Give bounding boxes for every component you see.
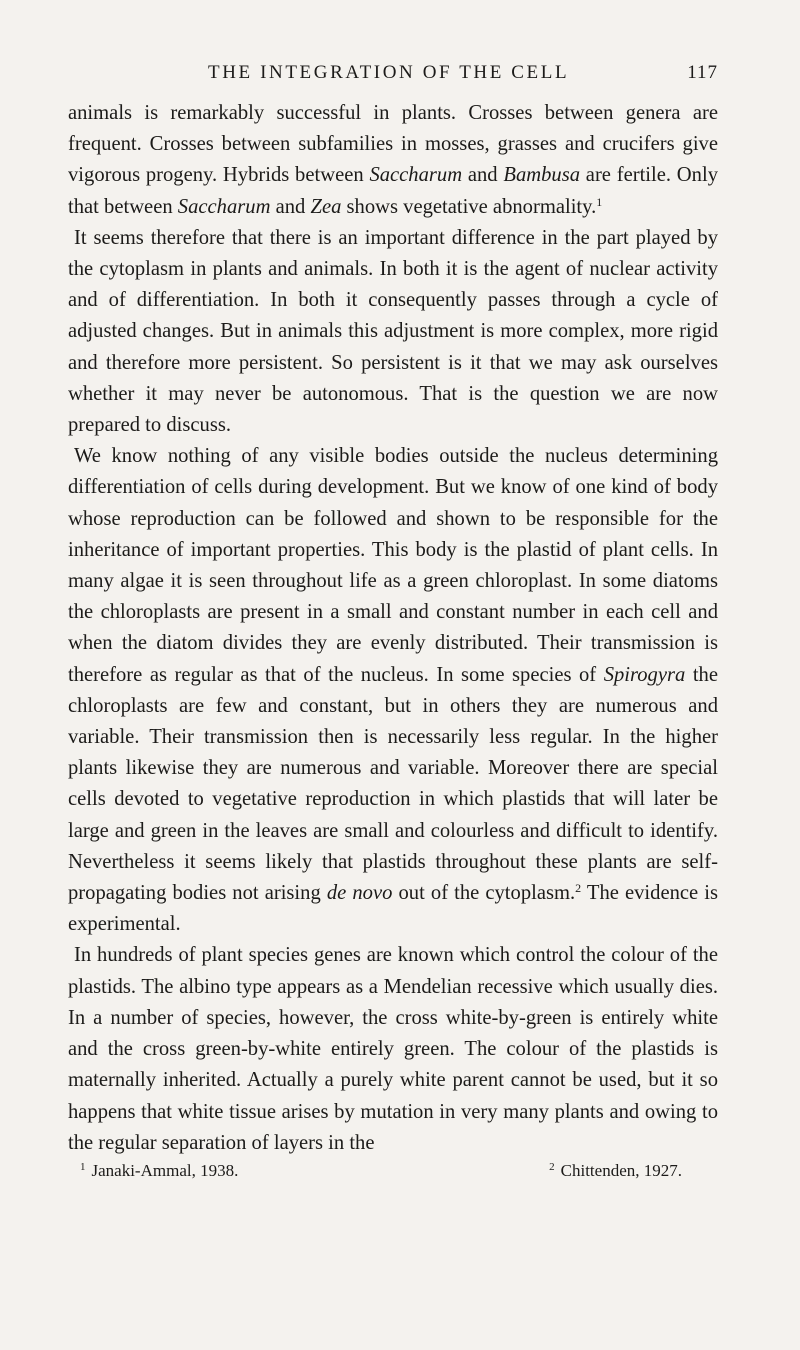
italic-genus-name: Saccharum — [177, 195, 271, 218]
footnote-2 — [549, 1159, 682, 1183]
footnote-text: Chittenden, 1927. — [560, 1160, 682, 1180]
footnote-ref: 1 — [596, 194, 603, 209]
text-run: animals is remarkably successful in plants. Crosses between genera are frequent. Crosses between subfamilies in mosses, grasses and crucifers give vigorous progeny. Hybrids between — [68, 102, 718, 187]
italic-genus-name: Spirogyra — [603, 663, 686, 686]
paragraph-4: In hundreds of plant species genes are known which control the colour of the plastids. The albino type appears as a Mendelian recessive which usually dies. In a number of species, however, the cross white-by-green is entirely white and the cross green-by-white entirely green. The colour of the plastids is maternally inherited. Actually a purely white parent cannot be used, but it so happens that white tissue arises by mutation in very many plants and owing to the regular separation of layers in the — [68, 944, 718, 1154]
footnote-text: Janaki-Ammal, 1938. — [91, 1160, 239, 1180]
footnote-mark: 1 — [80, 1160, 86, 1173]
footnote-ref: 2 — [575, 881, 582, 896]
text-run: and — [270, 195, 311, 218]
running-header — [68, 62, 718, 92]
footnotes — [68, 1159, 718, 1183]
text-run: and — [462, 164, 504, 187]
text-run: out of the cytoplasm. — [392, 882, 576, 905]
running-title: THE INTEGRATION OF THE CELL — [208, 62, 570, 83]
text-run: are fertile. Only that between — [68, 164, 718, 218]
text-run: We know nothing of any visible bodies outside the nucleus determining differentiation of cells during development. But we know of one kind of body whose reproduction can be followed and shown to be responsible for the inheritance of important properties. This body is the plastid of plant cells. In many algae it is seen throughout life as a green chloroplast. In some diatoms the chloroplasts are present in a small and constant number in each cell and when the diatom divides they are evenly distributed. Their transmission is therefore as regular as that of the nucleus. In some species of — [68, 445, 718, 686]
paragraph-3 — [68, 441, 718, 940]
text-run: The evidence is experimental. — [68, 882, 718, 936]
paragraph-2: It seems therefore that there is an important difference in the part played by the cytoplasm in plants and animals. In both it is the agent of nuclear activity and of differentiation. In both it consequently passes through a cycle of adjusted changes. But in animals this adjustment is more complex, more rigid and therefore more persistent. So persistent is it that we may ask ourselves whether it may never be autonomous. That is the question we are now prepared to discuss. — [68, 226, 718, 437]
page-number: 117 — [687, 62, 718, 83]
text-run: shows vegetative abnormality. — [341, 195, 597, 218]
text-run: the chloroplasts are few and constant, but in others they are numerous and variable. Their transmission then is necessarily less regular. In the higher plants likewise they are numerous and variable. Moreover there are special cells devoted to vegetative reproduction in which plastids that will later be large and green in the leaves are small and colourless and difficult to identify. Nevertheless it seems likely that plastids throughout these plants are self-propagating bodies not arising — [68, 663, 718, 905]
footnote-mark: 2 — [549, 1160, 555, 1173]
footnote-1 — [80, 1159, 238, 1183]
paragraph-1 — [68, 98, 718, 223]
italic-genus-name: Saccharum — [369, 164, 463, 187]
italic-genus-name: Zea — [310, 195, 342, 218]
body-text — [68, 98, 718, 1159]
italic-phrase: de novo — [326, 882, 393, 905]
italic-genus-name: Bambusa — [503, 164, 581, 187]
